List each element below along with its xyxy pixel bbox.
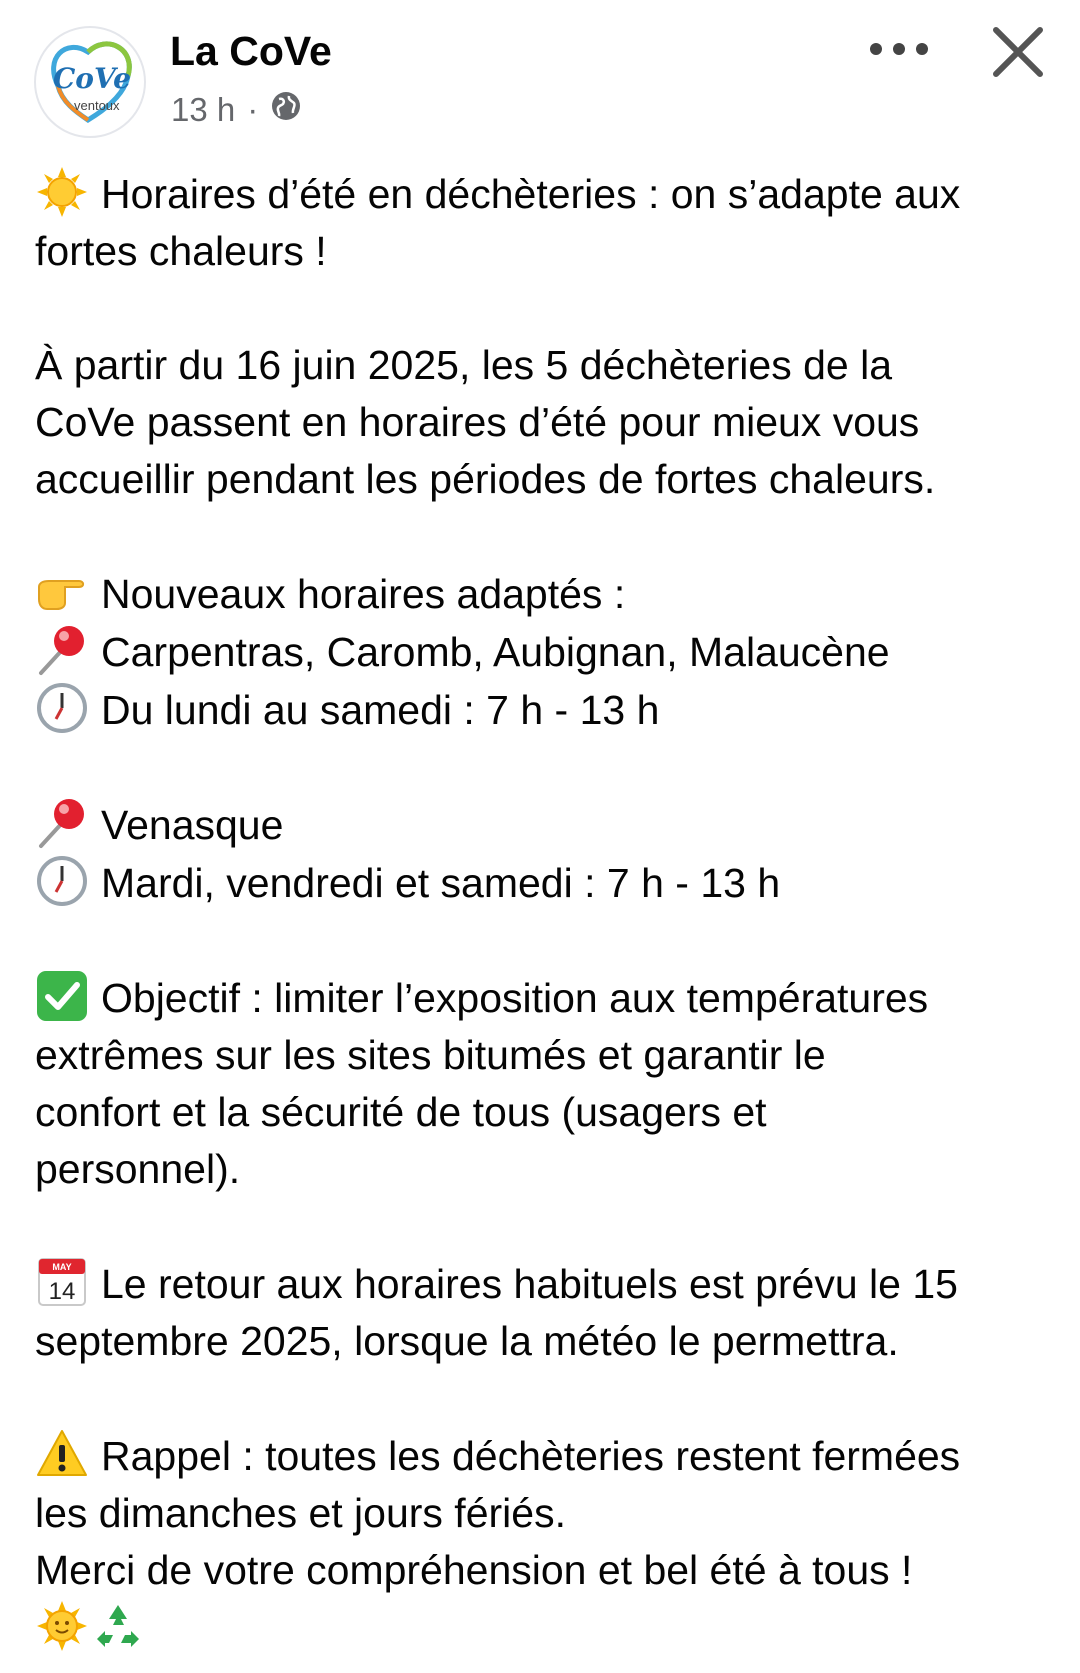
more-dots-icon (866, 34, 932, 64)
reminder-line: Rappel : toutes les déchèteries restent fermées (35, 1427, 1055, 1485)
intro-line: CoVe passent en horaires d’été pour mieux vous (35, 399, 920, 445)
globe-icon[interactable] (270, 90, 302, 130)
post-body (35, 165, 1055, 1657)
close-icon (990, 24, 1046, 80)
sun-with-face-icon (35, 1599, 89, 1653)
warning-icon (35, 1427, 89, 1481)
cove-logo (36, 28, 144, 136)
sites-line: Carpentras, Caromb, Aubignan, Malaucène (35, 623, 1055, 681)
objective-line: confort et la sécurité de tous (usagers et (35, 1089, 767, 1135)
closing-emoji-line (35, 1599, 1055, 1657)
hours-line: Du lundi au samedi : 7 h - 13 h (35, 681, 1055, 739)
title-line: Horaires d’été en déchèteries : on s’adapte aux (35, 165, 1055, 223)
intro-line: accueillir pendant les périodes de fortes chaleurs. (35, 456, 936, 502)
objective-line: personnel). (35, 1146, 241, 1192)
sites-line: Venasque (35, 796, 1055, 854)
pushpin-icon (35, 623, 89, 677)
post-header (0, 0, 1080, 150)
return-line: septembre 2025, lorsque la météo le permettra. (35, 1318, 899, 1364)
check-mark-icon (35, 969, 89, 1023)
logo-wordmark: CoVe (53, 62, 131, 95)
close-button[interactable] (990, 24, 1046, 80)
intro-line: À partir du 16 juin 2025, les 5 déchèteries de la (35, 342, 892, 388)
reminder-line: les dimanches et jours fériés. (35, 1490, 566, 1536)
sun-icon (35, 165, 89, 219)
post-timestamp[interactable]: 13 h (171, 91, 236, 128)
calendar-day: 14 (48, 1278, 76, 1305)
thanks-line: Merci de votre compréhension et bel été à tous ! (35, 1547, 913, 1593)
logo-subtitle: ventoux (74, 98, 120, 113)
calendar-icon (35, 1255, 89, 1309)
meta-separator: · (247, 91, 259, 128)
pushpin-icon (35, 796, 89, 850)
hours-heading: Nouveaux horaires adaptés : (35, 565, 1055, 623)
recycling-icon (91, 1599, 145, 1653)
page-name[interactable]: La CoVe (170, 28, 332, 74)
post-meta (171, 90, 302, 130)
clock-icon (35, 681, 89, 735)
pointing-hand-icon (35, 565, 89, 619)
hours-line: Mardi, vendredi et samedi : 7 h - 13 h (35, 854, 1055, 912)
objective-line: extrêmes sur les sites bitumés et garantir le (35, 1032, 826, 1078)
title-line: fortes chaleurs ! (35, 228, 327, 274)
calendar-month: MAY (52, 1262, 72, 1272)
more-options-button[interactable] (866, 34, 932, 64)
page-avatar[interactable] (34, 26, 146, 138)
objective-line: Objectif : limiter l’exposition aux températures (35, 969, 1055, 1027)
clock-icon (35, 854, 89, 908)
return-line: MAY 14 Le retour aux horaires habituels est prévu le 15 (35, 1255, 1055, 1313)
